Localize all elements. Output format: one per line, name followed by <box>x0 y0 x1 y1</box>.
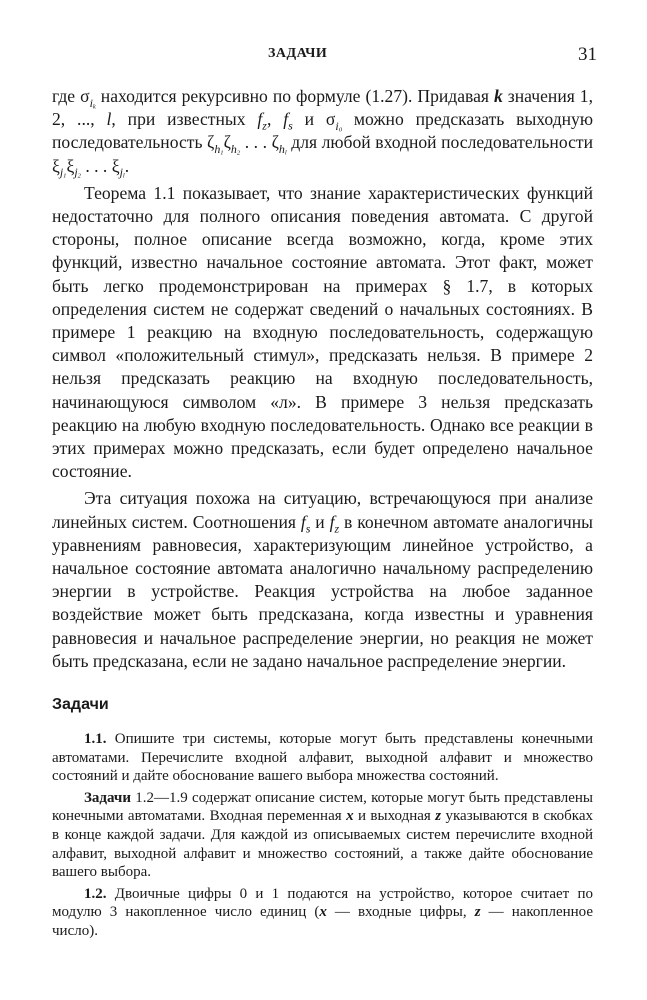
running-title: ЗАДАЧИ <box>268 46 328 61</box>
math-fs: $f_s$ <box>300 511 311 536</box>
math-sub: j2 <box>74 165 81 180</box>
paragraph-recursion: где $\sigma_{i_k}$ находится рекурсивно по формуле (1.27). Придавая k значения 1, 2, ..., l, при известных $f_z$, $f_s$ и $\sigma_{i_0}$ можно предсказать выходную последовательность $\zeta_{h_1}\zeta_{h_2}$ . . . $\zeta_{h_l}$ для любой входной последовательности $\xi_{j_1}\xi_{j_2}$ . . . $\xi_{j_l}$. <box>52 86 594 180</box>
section-title: Задачи <box>52 696 109 714</box>
page-number: 31 <box>578 44 597 65</box>
text-run: где σ <box>52 86 90 106</box>
text-run: , при известных <box>111 109 258 130</box>
math-sub: i0 <box>335 118 343 134</box>
math-sub: hl <box>278 141 287 157</box>
text-run: и σ <box>292 109 336 130</box>
task-1-2 <box>52 885 593 941</box>
text-run: для любой входной последовательности ξ <box>52 132 593 176</box>
math-zeta: ζ <box>223 132 231 153</box>
task-number: 1.2. <box>84 885 107 902</box>
text-run: — входные цифры, <box>326 904 475 921</box>
task-1-1 <box>52 730 593 786</box>
text-run: находится рекурсивно по формуле (1.27). Придавая <box>95 86 494 106</box>
math-dots: . . . <box>240 132 272 153</box>
text-run: и <box>310 511 330 532</box>
text-run: Опишите три системы, которые могут быть представлены конечными автоматами. Перечислите входной алфавит, выходной алфавит и множество состояний и дайте обоснование вашего выбора множества состояний. <box>52 731 593 785</box>
text-run: указываются в скобках в конце каждой задачи. Для каждой из описываемых систем перечислите входной алфавит, выходной алфавит и множество состояний, а также дайте обоснование вашего выбора. <box>52 808 593 881</box>
math-xi: ξ <box>66 155 75 176</box>
math-z: z <box>435 808 442 825</box>
paragraph-linear-systems <box>52 487 593 673</box>
text-run: Двоичные цифры 0 и 1 подаются на устройство, которое считает по модулю 3 накопленное число единиц ( <box>52 885 593 921</box>
text-run: в конечном автомате аналогичны уравнениям равновесия, характеризующим линейное устройство, а начальное состояние автомата аналогично начальному распределению энергии в устройстве. Реакция устройства на любое заданное воздействие может быть предсказана, когда известны и уравнения равновесия и начальное распределение энергии, но реакция не может быть предсказана, если не задано начальное распределение энергии. <box>52 511 594 671</box>
page-body <box>52 85 593 941</box>
paragraph-theorem: Теорема 1.1 показывает, что знание характеристических функций недостаточно для полного описания поведения автомата. С другой стороны, полное описание всегда возможно, когда, кроме этих функций, известно начальное состояние автомата. Этот факт, может быть легко продемонстрирован на примерах § 1.7, в которых определения систем не содержат сведений о начальных состояниях. В примере 1 реакцию на входную последовательность, содержащую символ «положительный стимул», предсказать нельзя. В примере 2 нельзя предсказать реакцию на входную последовательность, начинающуюся символом «л». В примере 3 нельзя предсказать реакцию на любую входную последовательность. Однако все реакции в этих примерах можно предсказать, если будет определено начальное состояние. <box>52 182 593 482</box>
math-sub: j1 <box>59 165 67 180</box>
math-l: l <box>106 109 112 130</box>
math-sub: jl <box>119 165 125 180</box>
math-fz: $f_z$ <box>257 109 267 133</box>
text-run: можно предсказать выходную последовательность ζ <box>52 109 593 153</box>
math-sub: h2 <box>230 141 241 157</box>
math-z: z <box>474 904 481 921</box>
math-zeta: ζ <box>271 132 279 153</box>
running-head <box>0 44 647 68</box>
task-lead: Задачи <box>84 789 132 806</box>
text-run: и выходная <box>353 808 436 825</box>
math-xi: ξ <box>111 155 120 176</box>
text-run: 1.2—1.9 содержат описание систем, которые могут быть представлены конечными автоматами. Входная переменная <box>52 789 593 825</box>
text-run: Эта ситуация похожа на ситуацию, встречающуюся при анализе линейных систем. Соотношения <box>52 488 593 532</box>
task-intro <box>52 789 593 882</box>
math-fs: $f_s$ <box>283 109 293 133</box>
text-run: значения 1, 2, ..., <box>52 86 594 130</box>
math-dots: . . . <box>80 155 112 176</box>
math-k: k <box>494 86 503 106</box>
math-sub: ik <box>89 95 96 111</box>
text-run: — накопленное число). <box>52 904 593 940</box>
task-number: 1.1. <box>84 731 107 748</box>
math-x: x <box>319 904 327 921</box>
math-fz: $f_z$ <box>329 511 340 536</box>
math-sub: h1 <box>214 141 224 157</box>
math-x: x <box>346 808 354 825</box>
text-run: . <box>124 155 130 176</box>
